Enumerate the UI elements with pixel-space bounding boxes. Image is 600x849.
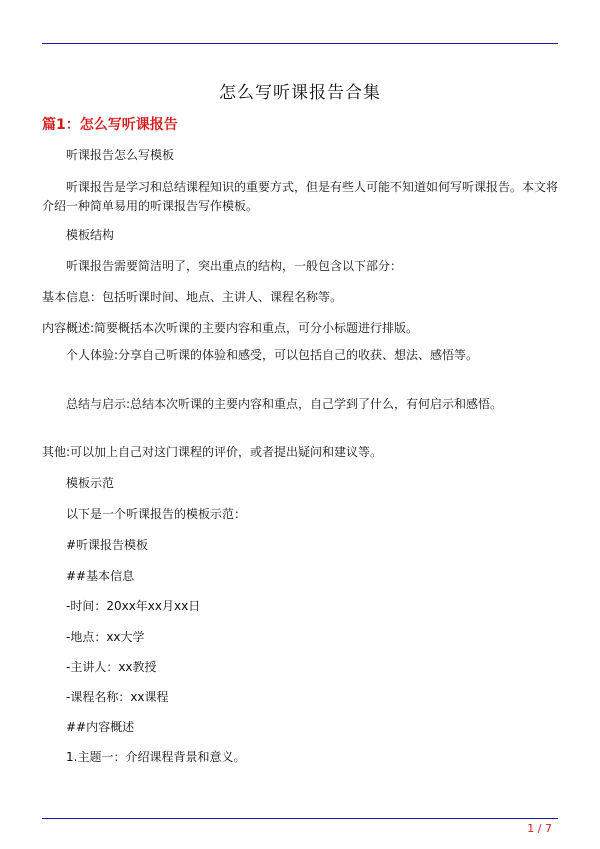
template-item-time: -时间：20xx年xx月xx日: [66, 599, 201, 613]
paragraph-content-overview: 内容概述:简要概括本次听课的主要内容和重点，可分小标题进行排版。: [42, 321, 419, 335]
template-item-lecturer: -主讲人：xx教授: [66, 660, 157, 674]
document-title: 怎么写听课报告合集: [219, 83, 381, 103]
template-heading-content: ##内容概述: [66, 720, 135, 734]
template-heading-1: #听课报告模板: [66, 538, 149, 552]
section-heading: 篇1：怎么写听课报告: [42, 117, 178, 133]
paragraph-structure-desc: 听课报告需要简洁明了，突出重点的结构，一般包含以下部分：: [66, 259, 403, 273]
paragraph-example-heading: 模板示范: [66, 476, 115, 490]
template-item-course: -课程名称：xx课程: [66, 690, 169, 704]
template-heading-2: ##基本信息: [66, 569, 135, 583]
paragraph-example-desc: 以下是一个听课报告的模板示范：: [66, 507, 247, 521]
header-rule: [42, 43, 558, 44]
paragraph-structure-heading: 模板结构: [66, 228, 115, 242]
paragraph-summary: 总结与启示:总结本次听课的主要内容和重点，自己学到了什么，有何启示和感悟。: [66, 397, 503, 411]
page-indicator: 1 / 7: [527, 822, 552, 835]
template-item-location: -地点：xx大学: [66, 630, 145, 644]
paragraph-other: 其他:可以加上自己对这门课程的评价，或者提出疑问和建议等。: [42, 445, 383, 459]
paragraph-intro: 听课报告是学习和总结课程知识的重要方式，但是有些人可能不知道如何写听课报告。本文将介绍一种简单易用的听课报告写作模板。: [42, 180, 559, 213]
template-item-topic1: 1.主题一：介绍课程背景和意义。: [66, 750, 246, 764]
paragraph-basic-info: 基本信息：包括听课时间、地点、主讲人、课程名称等。: [42, 290, 343, 304]
footer-rule: [42, 818, 558, 819]
paragraph-template-title: 听课报告怎么写模板: [66, 148, 175, 162]
paragraph-personal-experience: 个人体验:分享自己听课的体验和感受，可以包括自己的收获、想法、感悟等。: [66, 348, 479, 362]
